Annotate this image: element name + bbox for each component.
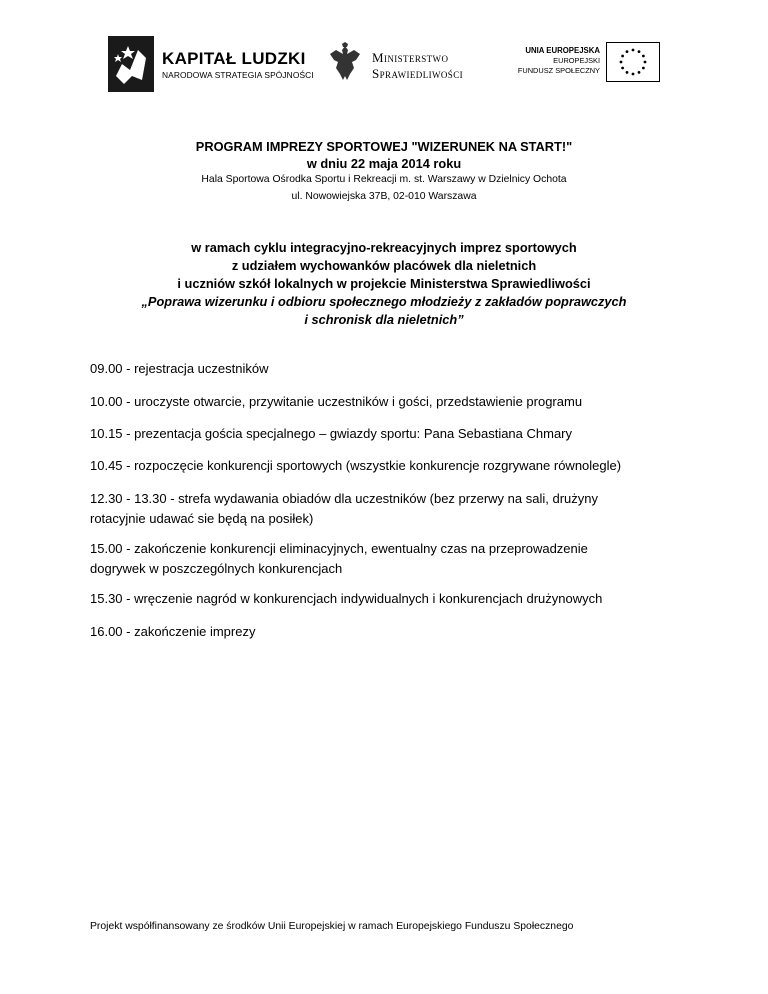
eu-flag-icon (606, 42, 660, 82)
eu-line3: FUNDUSZ SPOŁECZNY (517, 66, 600, 75)
eu-line1: UNIA EUROPEJSKA (525, 46, 600, 55)
ministry-name-line1: Ministerstwo (372, 50, 449, 65)
context-line-2: z udziałem wychowanków placówek dla nieletnich (231, 258, 537, 273)
program-title: PROGRAM IMPREZY SPORTOWEJ "WIZERUNEK NA START!" (195, 139, 573, 154)
schedule-item (90, 539, 690, 579)
schedule-item: 10.15 - prezentacja gościa specjalnego – gwiazdy sportu: Pana Sebastiana Chmary (90, 426, 573, 441)
context-line-1: w ramach cyklu integracyjno-rekreacyjnych imprez sportowych (191, 240, 577, 255)
logo-bar (0, 36, 768, 96)
schedule-item: 09.00 - rejestracja uczestników (90, 361, 269, 376)
eu-logo (510, 42, 660, 92)
eagle-emblem-icon (328, 42, 362, 84)
context-line-3: i uczniów szkół lokalnych w projekcie Ministerstwa Sprawiedliwości (177, 276, 591, 291)
ministry-logo (328, 42, 488, 92)
kapital-ludzki-mark-icon (108, 36, 154, 92)
ministry-name-line2: Sprawiedliwości (372, 66, 463, 81)
schedule-item-line-1: 15.00 - zakończenie konkurencji eliminacyjnych, ewentualny czas na przeprowadzenie (90, 541, 588, 556)
venue-name: Hala Sportowa Ośrodka Sportu i Rekreacji m. st. Warszawy w Dzielnicy Ochota (201, 174, 567, 185)
footer-note: Projekt współfinansowany ze środków Unii Europejskiej w ramach Europejskiego Funduszu Społecznego (90, 921, 574, 932)
kapital-ludzki-subtitle: NARODOWA STRATEGIA SPÓJNOŚCI (162, 70, 314, 80)
project-name-line-2: i schronisk dla nieletnich” (304, 312, 464, 327)
schedule-item-line-1: 12.30 - 13.30 - strefa wydawania obiadów dla uczestników (bez przerwy na sali, drużyny (90, 491, 598, 506)
schedule-item-line-2: dogrywek w poszczególnych konkurencjach (90, 561, 343, 576)
schedule-item: 16.00 - zakończenie imprezy (90, 624, 256, 639)
schedule-item: 10.45 - rozpoczęcie konkurencji sportowych (wszystkie konkurencje rozgrywane równolegle) (90, 458, 622, 473)
schedule-item: 10.00 - uroczyste otwarcie, przywitanie uczestników i gości, przedstawienie programu (90, 394, 583, 409)
kapital-ludzki-title: KAPITAŁ LUDZKI (162, 49, 306, 68)
program-date: w dniu 22 maja 2014 roku (306, 156, 462, 171)
project-name-line-1: „Poprawa wizerunku i odbioru społecznego młodzieży z zakładów poprawczych (141, 294, 627, 309)
eu-text (518, 46, 600, 76)
schedule-item: 15.30 - wręczenie nagród w konkurencjach indywidualnych i konkurencjach drużynowych (90, 591, 603, 606)
eu-line2: EUROPEJSKI (553, 56, 600, 65)
schedule-item (90, 489, 690, 529)
kapital-ludzki-logo (108, 36, 314, 92)
schedule-item-line-2: rotacyjnie udawać sie będą na posiłek) (90, 511, 314, 526)
venue-address: ul. Nowowiejska 37B, 02-010 Warszawa (291, 191, 477, 202)
